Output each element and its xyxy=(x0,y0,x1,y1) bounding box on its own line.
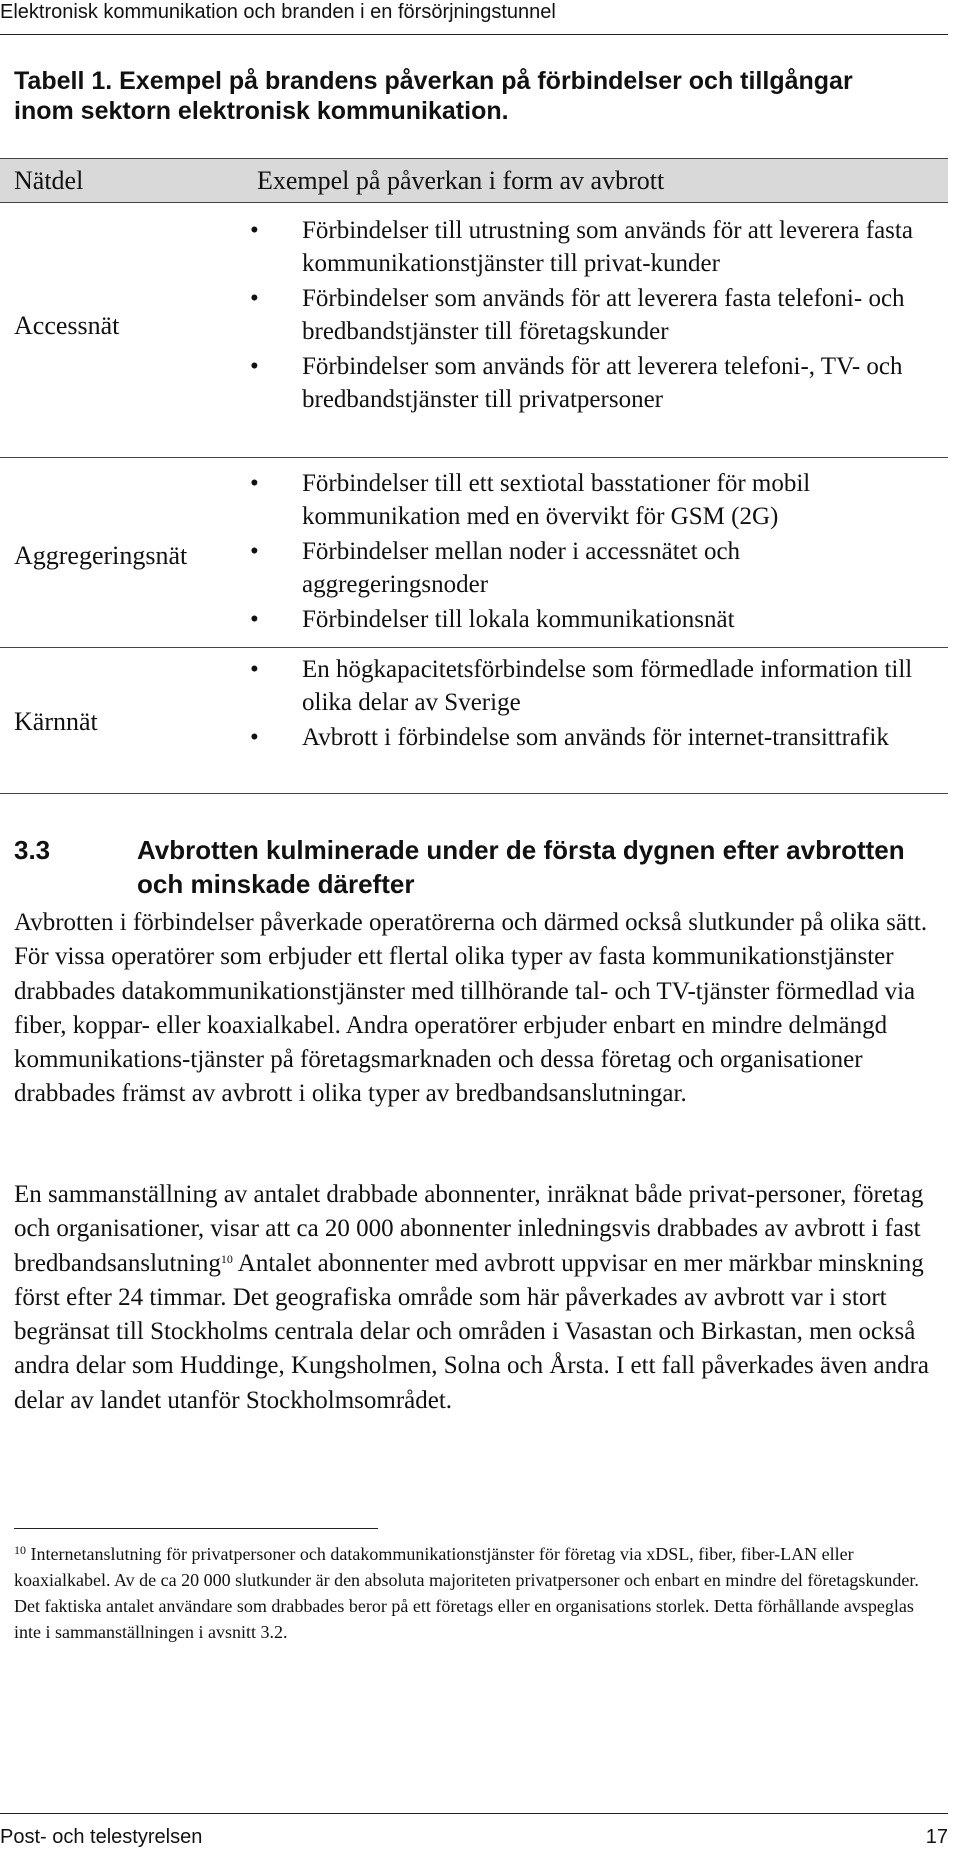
footer-rule xyxy=(0,1813,948,1814)
impact-list xyxy=(0,648,948,755)
impact-list xyxy=(0,203,948,416)
section-heading xyxy=(14,833,914,901)
list-item: • En högkapacitetsförbindelse som förmedlade information till olika delar av Sverige xyxy=(302,654,948,719)
table-row-aggregeringsnat xyxy=(0,458,948,648)
list-item: • Förbindelser till ett sextiotal basstationer för mobil kommunikation med en övervikt för GSM (2G) xyxy=(302,468,948,533)
footnote-text: Internetanslutning för privatpersoner och datakommunikationstjänster för företag via xDSL, fiber, fiber-LAN eller koaxialkabel. Av de ca 20 000 slutkunder är den absoluta majoriteten privatpersoner och enbart en mindre del företagskunder. Det faktiska antalet användare som drabbades beror på ett företags eller en organisations storlek. Detta förhållande avspeglas inte i sammanställningen i avsnitt 3.2. xyxy=(14,1544,919,1642)
footer-publisher: Post- och telestyrelsen xyxy=(0,1826,203,1848)
section-title: Avbrotten kulminerade under de första dygnen efter avbrotten och minskade därefter xyxy=(137,835,905,899)
table-header-row xyxy=(0,158,948,203)
list-item: • Förbindelser till lokala kommunikationsnät xyxy=(302,604,948,637)
network-part-label: Kärnnät xyxy=(14,707,98,736)
table-row-accessnat xyxy=(0,203,948,458)
column-header-natdel: Nätdel xyxy=(14,166,84,195)
network-part-label: Accessnät xyxy=(14,311,120,340)
list-item: • Förbindelser som används för att leverera fasta telefoni- och bredbandstjänster till företagskunder xyxy=(302,283,948,348)
running-header: Elektronisk kommunikation och branden i en försörjningstunnel xyxy=(0,1,556,23)
paragraph-text: En sammanställning av antalet drabbade abonnenter, inräknat både privat-personer, företag och organisationer, visar att ca 20 000 abonnenter inledningsvis drabbades av avbrott i fast bredbandsanslutning xyxy=(14,1181,924,1277)
paragraph-text: Antalet abonnenter med avbrott uppvisar en mer märkbar minskning först efter 24 timmar. Det geografiska område som här påverkades av avbrott var i stort begränsat till Stockholms centrala delar och områden i Vasastan och Birkastan, men också andra delar som Huddinge, Kungsholmen, Solna och Årsta. I ett fall påverkades även andra delar av landet utanför Stockholmsområdet. xyxy=(14,1249,929,1414)
list-item: • Förbindelser som används för att leverera telefoni-, TV- och bredbandstjänster till privatpersoner xyxy=(302,351,948,416)
impact-table xyxy=(0,158,948,794)
column-header-examples: Exempel på påverkan i form av avbrott xyxy=(257,166,665,195)
footnote xyxy=(14,1541,944,1645)
table-row-karnnat xyxy=(0,648,948,794)
section-number: 3.3 xyxy=(14,835,51,865)
header-rule xyxy=(0,34,948,35)
list-item: • Förbindelser till utrustning som används för att leverera fasta kommunikationstjänster till privat-kunder xyxy=(302,215,948,280)
network-part-label: Aggregeringsnät xyxy=(14,541,188,570)
list-item: • Förbindelser mellan noder i accessnätet och aggregeringsnoder xyxy=(302,536,948,601)
footnote-number: 10 xyxy=(14,1543,26,1557)
body-paragraph xyxy=(14,1178,944,1418)
table-caption: Tabell 1. Exempel på brandens påverkan på förbindelser och tillgångar inom sektorn elektronisk kommunikation. xyxy=(14,67,853,125)
footnote-rule xyxy=(14,1528,378,1529)
page-number: 17 xyxy=(925,1826,948,1848)
body-paragraph: Avbrotten i förbindelser påverkade operatörerna och därmed också slutkunder på olika sätt. För vissa operatörer som erbjuder ett flertal olika typer av fasta kommunikationstjänster drabbades datakommunikationstjänster med tillhörande tal- och TV-tjänster förmedlad via fiber, koppar- eller koaxialkabel. Andra operatörer erbjuder enbart en mindre delmängd kommunikations-tjänster på företagsmarknaden och dessa företag och organisationer drabbades främst av avbrott i olika typer av bredbandsanslutningar. xyxy=(14,909,928,1108)
footnote-reference[interactable]: 10 xyxy=(220,1251,233,1266)
list-item: • Avbrott i förbindelse som används för internet-transittrafik xyxy=(302,722,948,755)
